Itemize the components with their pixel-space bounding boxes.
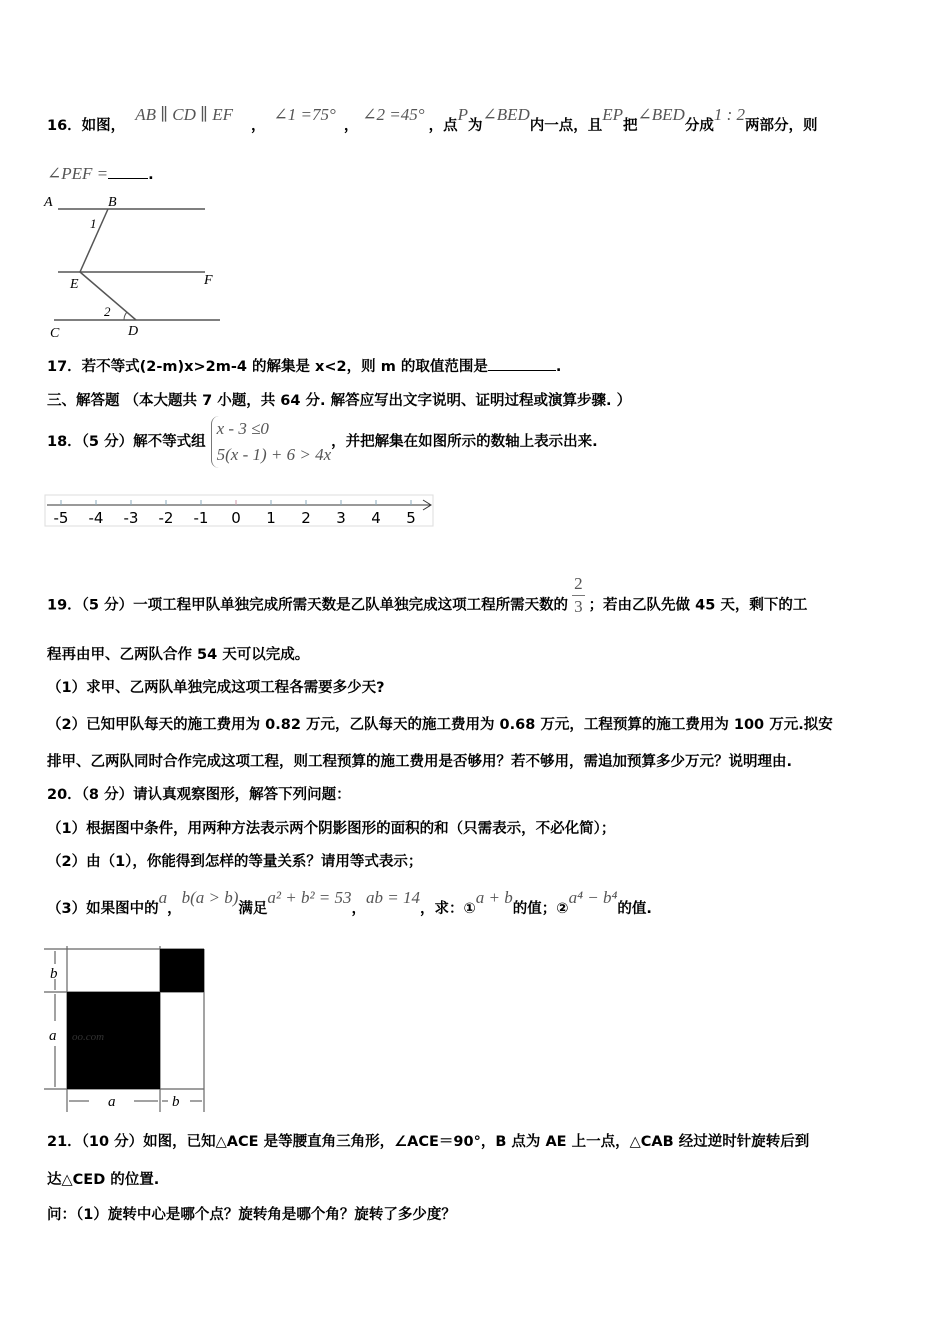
q16-parallel: AB ∥ CD ∥ EF (135, 105, 234, 124)
q19-text: ；若由乙队先做 45 天，剩下的工 (588, 597, 808, 614)
label-c: C (50, 326, 60, 341)
axis-tick-label: 2 (301, 509, 311, 527)
q17-text: 17．若不等式(2-m)x>2m-4 的解集是 x<2，则 m 的取值范围是 (47, 359, 488, 375)
axis-tick-label: 4 (371, 509, 381, 527)
axis-tick-label: -2 (158, 509, 174, 527)
parallel-lines-figure (40, 190, 240, 345)
axis-tick-label: -5 (53, 509, 69, 527)
q16-angle2: ∠2 =45° (362, 105, 425, 124)
answer-blank (108, 178, 148, 179)
q20-line1: 20．（8 分）请认真观察图形，解答下列问题： (47, 787, 351, 803)
axis-tick-label: -3 (123, 509, 139, 527)
q20-text: （3）如果图中的 (47, 901, 159, 917)
expr-apb: a + b (475, 888, 513, 907)
q16-angle1: ∠1 =75° (273, 105, 336, 124)
inequality-system (211, 416, 332, 468)
q16-number: 16．如图， (47, 118, 126, 134)
axis-tick-label: -1 (193, 509, 209, 527)
axis-tick-label: 3 (336, 509, 346, 527)
q20-text: 的值. (617, 901, 652, 917)
fig-label-a-bottom: a (108, 1094, 116, 1110)
q20-text: 满足 (238, 901, 268, 917)
q19-line1 (47, 574, 808, 628)
fraction-2-3 (572, 573, 585, 618)
eq1: x - 3 ≤0 (216, 419, 269, 438)
axis-tick-label: 1 (266, 509, 276, 527)
axis-tick-label: 5 (406, 509, 416, 527)
q20-text: 的值；② (512, 901, 569, 917)
answer-blank (488, 370, 556, 371)
label-a: A (44, 195, 53, 210)
axis-tick-label: -4 (88, 509, 104, 527)
eq-a: a² + b² = 53 (267, 888, 352, 907)
q16-pef: ∠PEF = (47, 164, 109, 183)
fig-label-a-left: a (49, 1028, 57, 1044)
q16-text: 把 (623, 118, 638, 134)
eq-b: ab = 14 (366, 888, 421, 907)
q16-ep: EP (602, 105, 624, 124)
q16-ratio: 1 : 2 (713, 105, 746, 124)
q16-line1: 16．如图，AB ∥ CD ∥ EF，∠1 =75°，∠2 =45°，点P为∠BED内一点，且EP把∠BED分成1 : 2两部分，则 (47, 105, 818, 134)
eq2: 5(x - 1) + 6 > 4x (216, 445, 332, 464)
q17 (47, 357, 561, 377)
label-2: 2 (104, 304, 111, 319)
expr-a4b4: a⁴ − b⁴ (568, 888, 618, 907)
q16-text: ，点 (428, 118, 458, 134)
q19-part2-cont: 排甲、乙两队同时合作完成这项工程，则工程预算的施工费用是否够用？若不够用，需追加预算多少万元？说明理由. (47, 754, 793, 770)
q19-text: 19．（5 分）一项工程甲队单独完成所需天数是乙队单独完成这项工程所需天数的 (47, 597, 569, 614)
label-f: F (204, 273, 213, 288)
q19-part2: （2）已知甲队每天的施工费用为 0.82 万元，乙队每天的施工费用为 0.68 万元，工程预算的施工费用为 100 万元.拟安 (47, 717, 833, 733)
label-d: D (128, 324, 139, 339)
q20-part3: （3）如果图中的a，b(a > b)满足a² + b² = 53，ab = 14，求：①a + b的值；②a⁴ − b⁴的值. (47, 888, 652, 917)
watermark: oo.com (72, 1031, 105, 1043)
q16-line2 (47, 164, 154, 185)
frac-num: 2 (572, 573, 585, 596)
frac-den: 3 (574, 597, 583, 616)
q21-line1: 21．（10 分）如图，已知△ACE 是等腰直角三角形，∠ACE＝90°，B 点为 AE 上一点，△CAB 经过逆时针旋转后到 (47, 1134, 810, 1150)
q16-text: 内一点，且 (529, 118, 603, 134)
label-1: 1 (90, 216, 97, 231)
q19-line2: 程再由甲、乙两队合作 54 天可以完成。 (47, 647, 310, 663)
number-line (45, 495, 435, 527)
q20-part1: （1）根据图中条件，用两种方法表示两个阴影图形的面积的和（只需表示，不必化简）； (47, 821, 616, 837)
q20-part2: （2）由（1），你能得到怎样的等量关系？请用等式表示； (47, 854, 423, 870)
q18 (47, 416, 598, 468)
q18-number: 18．（5 分）解不等式组 (47, 434, 206, 450)
q16-text: 分成 (684, 118, 714, 134)
label-b: B (108, 195, 117, 210)
q16-text: 为 (467, 118, 483, 134)
q19-part1: （1）求甲、乙两队单独完成这项工程各需要多少天? (47, 680, 385, 696)
q20-text: ，求：① (420, 901, 476, 917)
label-e: E (70, 277, 79, 292)
q17-end: . (555, 359, 562, 375)
q16-bed: ∠BED (482, 105, 530, 124)
cond: b(a > b) (181, 888, 239, 907)
var-a: a (158, 888, 168, 907)
q20-text: ， (167, 901, 182, 917)
q16-text: 两部分，则 (745, 118, 818, 134)
axis-tick-label: 0 (231, 509, 241, 527)
fig-label-b-bottom: b (172, 1094, 180, 1110)
fig-label-b-left: b (50, 966, 58, 982)
q16-p: P (457, 105, 468, 124)
q21-line2: 达△CED 的位置. (47, 1172, 160, 1188)
section-header: 三、解答题 （本大题共 7 小题，共 64 分. 解答应写出文字说明、证明过程或演算步骤. ） (47, 393, 632, 409)
q16-end: . (148, 167, 154, 183)
q21-line3: 问：（1）旋转中心是哪个点？旋转角是哪个角？旋转了多少度？ (47, 1207, 456, 1223)
squares-figure (44, 946, 209, 1116)
q18-text: ，并把解集在如图所示的数轴上表示出来. (331, 434, 598, 450)
q16-bed2: ∠BED (637, 105, 685, 124)
